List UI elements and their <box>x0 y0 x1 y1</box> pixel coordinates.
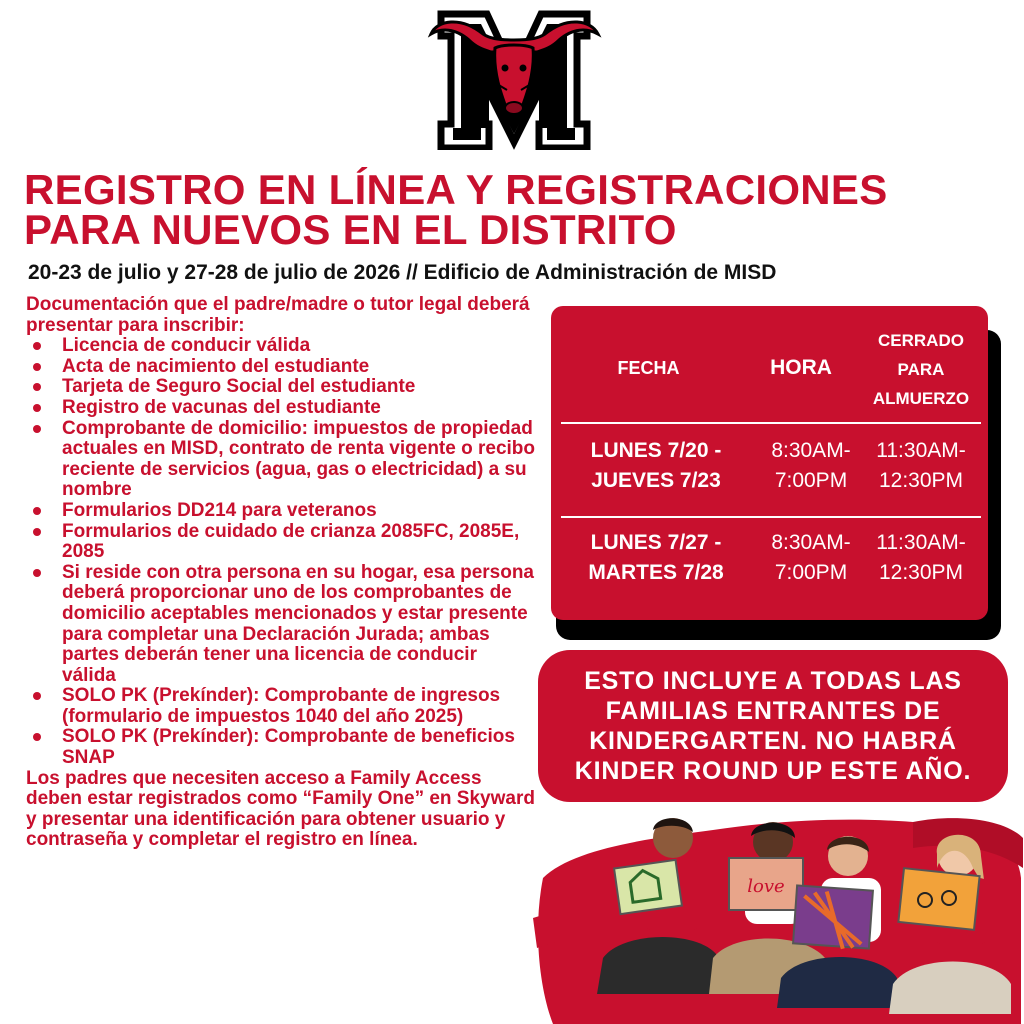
hours-line: 7:00PM <box>774 469 848 492</box>
header-hora: HORA <box>770 356 832 379</box>
list-item: Comprobante de domicilio: impuestos de propiedad actuales en MISD, contrato de renta vigente o recibo reciente de servicios (agua, gas o electricidad) a su nombre <box>62 417 536 501</box>
header-cerrado-line: PARA <box>897 360 945 379</box>
family-access-note: Los padres que necesiten acceso a Family Access deben estar registrados como “Family One” en Skyward y presentar una identificación para obtener usuario y contraseña y completar el registro en línea. <box>26 767 535 851</box>
drawing-love-text: love <box>747 876 785 897</box>
day-line: MARTES 7/28 <box>588 561 724 584</box>
kindergarten-notice-text: ESTO INCLUYE A TODAS LAS FAMILIAS ENTRANTES DE KINDERGARTEN. NO HABRÁ KINDER ROUND UP ESTE AÑO. <box>574 667 972 785</box>
list-item: Formularios DD214 para veteranos <box>62 501 536 522</box>
table-divider <box>561 516 981 518</box>
table-row-2-day <box>561 528 751 588</box>
children-holding-drawings-icon <box>533 808 1024 1024</box>
list-item: Registro de vacunas del estudiante <box>62 398 536 419</box>
header-cerrado-line: ALMUERZO <box>872 389 970 408</box>
header-cerrado-line: CERRADO <box>878 331 964 350</box>
required-documents-section <box>26 295 536 851</box>
table-divider <box>561 422 981 424</box>
page-title-line-2: PARA NUEVOS EN EL DISTRITO <box>24 206 677 253</box>
list-item: SOLO PK (Prekínder): Comprobante de beneficios SNAP <box>62 727 536 768</box>
table-row-2-lunch <box>859 528 983 588</box>
lunch-line: 11:30AM- <box>876 439 966 462</box>
lunch-line: 12:30PM <box>878 561 964 584</box>
day-line: JUEVES 7/23 <box>591 469 721 492</box>
schedule-table <box>551 306 988 620</box>
list-item: Acta de nacimiento del estudiante <box>62 357 536 378</box>
documents-intro: Documentación que el padre/madre o tutor legal deberá presentar para inscribir: <box>26 294 530 336</box>
dates-location-subtitle: 20-23 de julio y 27-28 de julio de 2026 // Edificio de Administración de MISD <box>28 261 777 284</box>
lunch-line: 11:30AM- <box>876 531 966 554</box>
day-line: LUNES 7/27 - <box>590 531 722 554</box>
list-item: Tarjeta de Seguro Social del estudiante <box>62 377 536 398</box>
longhorn-m-logo-icon <box>427 10 602 150</box>
list-item: Formularios de cuidado de crianza 2085FC, 2085E, 2085 <box>62 522 536 563</box>
documents-list <box>26 336 536 768</box>
page-title <box>24 166 1014 253</box>
list-item: SOLO PK (Prekínder): Comprobante de ingresos (formulario de impuestos 1040 del año 2025) <box>62 686 536 727</box>
day-line: LUNES 7/20 - <box>590 439 722 462</box>
hours-line: 8:30AM- <box>771 531 851 554</box>
table-row-1-lunch <box>859 436 983 496</box>
hours-line: 7:00PM <box>774 561 848 584</box>
table-row-1-day <box>561 436 751 496</box>
hours-line: 8:30AM- <box>771 439 851 462</box>
lunch-line: 12:30PM <box>878 469 964 492</box>
list-item: Licencia de conducir válida <box>62 336 536 357</box>
kindergarten-notice-banner <box>538 650 1008 802</box>
header-cerrado <box>856 326 986 413</box>
header-fecha: FECHA <box>617 358 680 378</box>
list-item: Si reside con otra persona en su hogar, esa persona deberá proporcionar uno de los comprobantes de domicilio aceptables mencionados y estar presente para completar una Declaración Jurada; ambas partes deberán tener una licencia de conducir válida <box>62 561 534 686</box>
page-title-line-1: REGISTRO EN LÍNEA Y REGISTRACIONES <box>24 166 888 213</box>
